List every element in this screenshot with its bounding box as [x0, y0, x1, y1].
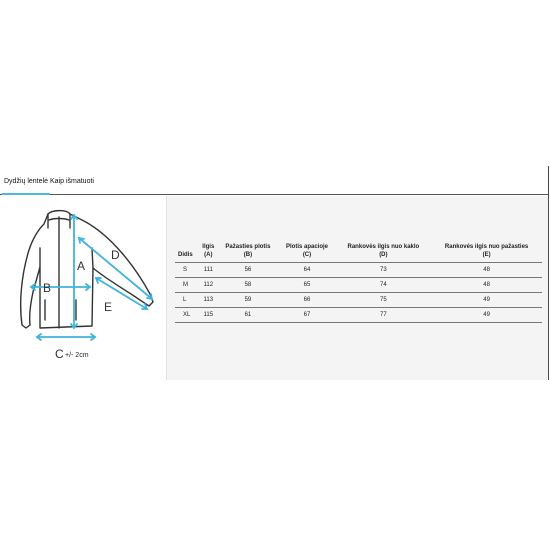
cell-bottom-width: 65: [278, 278, 335, 293]
header-sleeve-from-armpit: Rankovės ilgis nuo pažasties (E): [431, 243, 542, 263]
cell-size: XL: [175, 308, 199, 323]
cell-length: 111: [199, 263, 217, 278]
cell-sleeve-from-armpit: 48: [431, 263, 542, 278]
size-table-panel: [167, 196, 548, 380]
label-b: B: [43, 281, 52, 295]
measurement-diagram-panel: [0, 196, 166, 380]
header-sleeve-from-collar: Rankovės ilgis nuo kaklo (D): [336, 243, 432, 263]
cell-sleeve-from-armpit: 49: [431, 308, 542, 323]
cell-chest-width: 58: [217, 278, 278, 293]
size-tabs: [0, 176, 548, 195]
cell-bottom-width: 64: [278, 263, 335, 278]
cell-size: M: [175, 278, 199, 293]
tab-how-to-measure[interactable]: Kaip išmatuoti: [50, 178, 94, 185]
header-length: Ilgis (A): [199, 243, 217, 263]
table-header-row: [175, 243, 542, 263]
tab-size-chart[interactable]: Dydžių lentelė: [4, 178, 48, 185]
label-e: E: [104, 300, 113, 314]
header-size: Didis: [175, 243, 199, 263]
cell-sleeve-from-armpit: 49: [431, 293, 542, 308]
cell-length: 112: [199, 278, 217, 293]
cell-sleeve-from-collar: 77: [336, 308, 432, 323]
label-c: C: [55, 347, 64, 361]
right-edge-rule: [548, 166, 549, 380]
table-row: [175, 278, 542, 293]
cell-bottom-width: 67: [278, 308, 335, 323]
table-row: [175, 263, 542, 278]
cell-chest-width: 59: [217, 293, 278, 308]
label-a: A: [77, 259, 86, 273]
label-d: D: [111, 248, 120, 262]
header-chest-width: Pažasties plotis (B): [217, 243, 278, 263]
header-bottom-width: Plotis apacioje (C): [278, 243, 335, 263]
cell-sleeve-from-armpit: 48: [431, 278, 542, 293]
table-row: [175, 308, 542, 323]
cell-sleeve-from-collar: 74: [336, 278, 432, 293]
cell-length: 115: [199, 308, 217, 323]
cell-chest-width: 56: [217, 263, 278, 278]
cell-size: S: [175, 263, 199, 278]
jacket-outline: [21, 211, 153, 328]
cell-sleeve-from-collar: 73: [336, 263, 432, 278]
size-table: [175, 243, 542, 323]
cell-bottom-width: 66: [278, 293, 335, 308]
table-row: [175, 293, 542, 308]
cell-length: 113: [199, 293, 217, 308]
cell-size: L: [175, 293, 199, 308]
cell-sleeve-from-collar: 75: [336, 293, 432, 308]
cell-chest-width: 61: [217, 308, 278, 323]
measurement-tolerance: +/- 2cm: [65, 352, 89, 359]
